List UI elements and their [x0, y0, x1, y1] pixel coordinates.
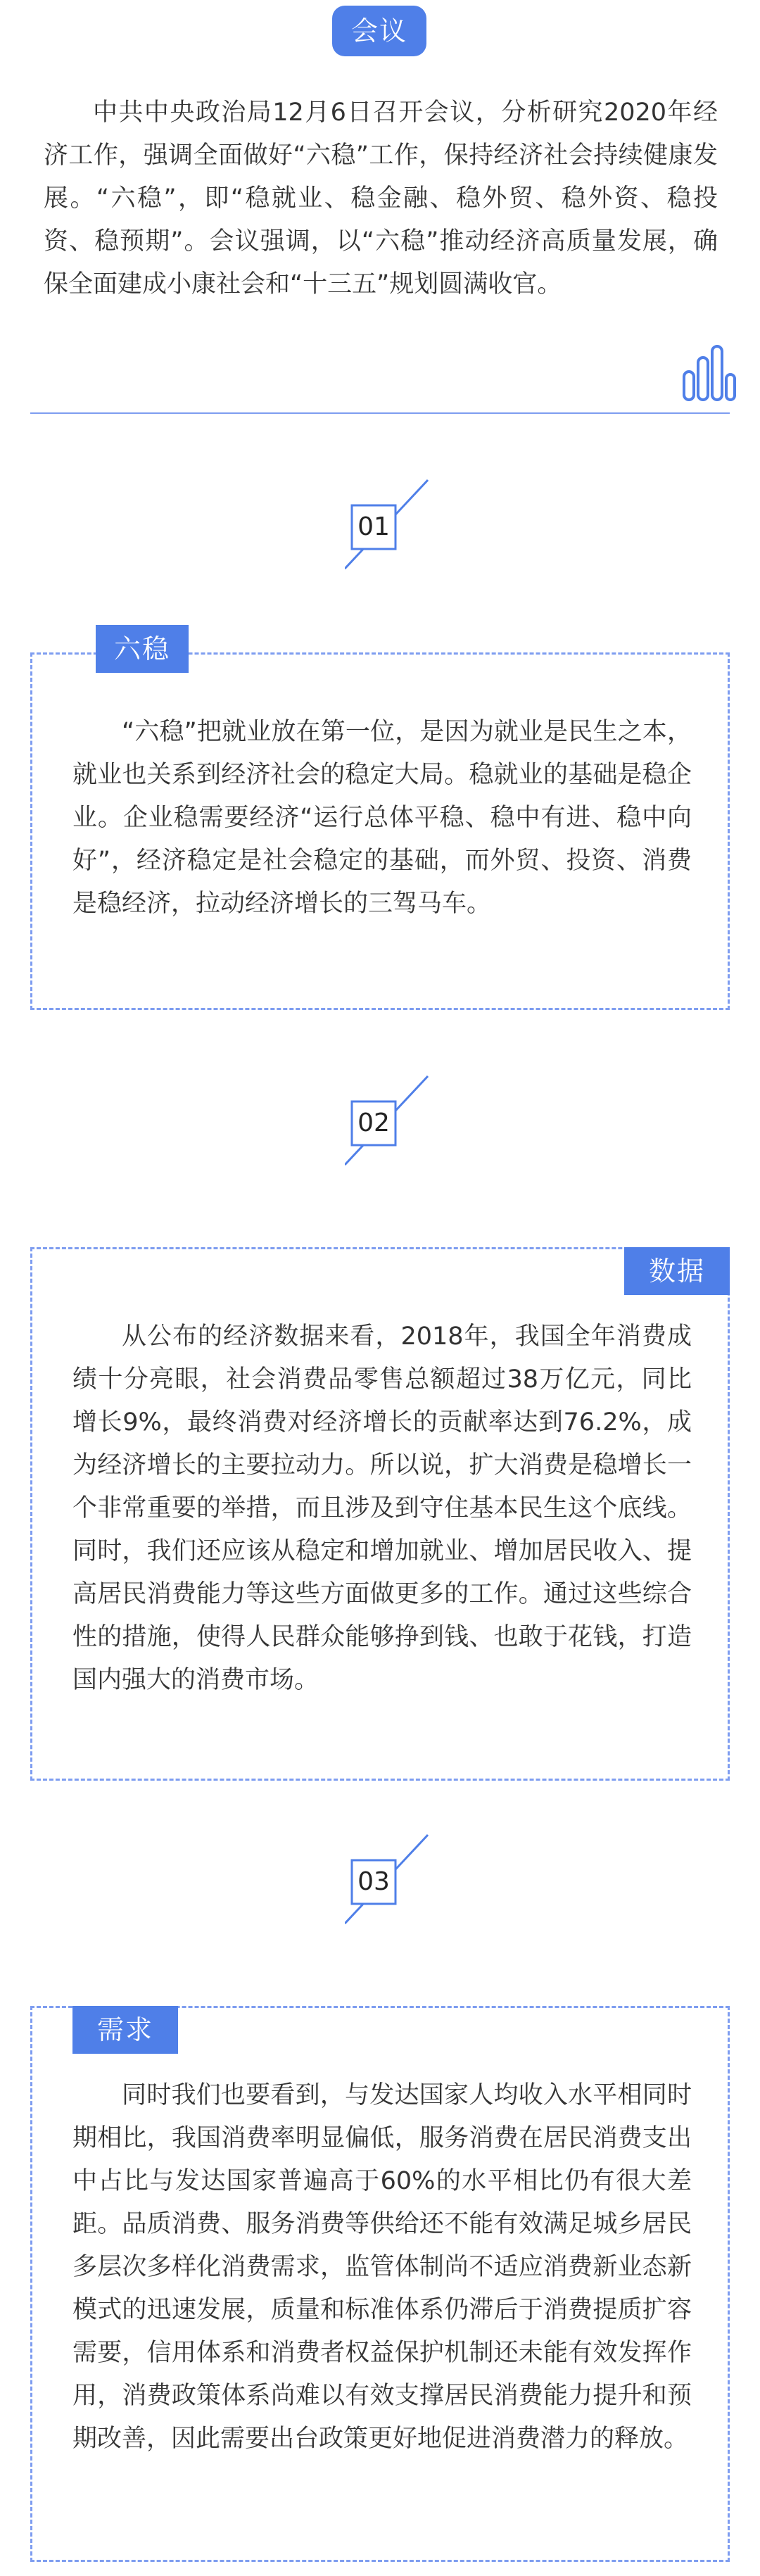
section-number-badge [345, 1073, 429, 1172]
section-number: 01 [357, 512, 390, 541]
section-text: 从公布的经济数据来看，2018年，我国全年消费成绩十分亮眼，社会消费品零售总额超过38万亿元，同比增长9%，最终消费对经济增长的贡献率达到76.2%，成为经济增长的主要拉动力。所以说，扩大消费是稳增长一个非常重要的举措，而且涉及到守住基本民生这个底线。同时，我们还应该从稳定和增加就业、增加居民收入、提高居民消费能力等这些方面做更多的工作。通过这些综合性的措施，使得人民群众能够挣到钱、也敢于花钱，打造国内强大的消费市场。 [72, 1322, 692, 1694]
bar-chart-icon [681, 343, 737, 403]
header-divider [30, 412, 730, 414]
section-box-liuwen [30, 633, 730, 1010]
meeting-badge: 会议 [332, 6, 426, 56]
section-tag: 六稳 [96, 625, 189, 673]
section-number-badge [345, 477, 429, 576]
section-tag: 数据 [624, 1247, 730, 1295]
section-text: “六稳”把就业放在第一位，是因为就业是民生之本，就业也关系到经济社会的稳定大局。稳就业的基础是稳企业。企业稳需要经济“运行总体平稳、稳中有进、稳中向好”，经济稳定是社会稳定的基础，而外贸、投资、消费是稳经济，拉动经济增长的三驾马车。 [72, 718, 692, 918]
section-box-data [30, 1247, 730, 1781]
section-tag: 需求 [72, 2006, 178, 2054]
section-text: 同时我们也要看到，与发达国家人均收入水平相同时期相比，我国消费率明显偏低，服务消费在居民消费支出中占比与发达国家普遍高于60%的水平相比仍有很大差距。品质消费、服务消费等供给还不能有效满足城乡居民多层次多样化消费需求，监管体制尚不适应消费新业态新模式的迅速发展，质量和标准体系仍滞后于消费提质扩容需要，信用体系和消费者权益保护机制还未能有效发挥作用，消费政策体系尚难以有效支撑居民消费能力提升和预期改善，因此需要出台政策更好地促进消费潜力的释放。 [72, 2081, 692, 2453]
section-number-badge [345, 1832, 429, 1931]
section-number: 03 [357, 1867, 390, 1896]
section-number: 02 [357, 1109, 390, 1137]
intro-paragraph: 中共中央政治局12月6日召开会议，分析研究2020年经济工作，强调全面做好“六稳”工作，保持经济社会持续健康发展。“六稳”，即“稳就业、稳金融、稳外贸、稳外资、稳投资、稳预期”。会议强调，以“六稳”推动经济高质量发展，确保全面建成小康社会和“十三五”规划圆满收官。 [44, 99, 718, 298]
section-box-demand [30, 2006, 730, 2562]
